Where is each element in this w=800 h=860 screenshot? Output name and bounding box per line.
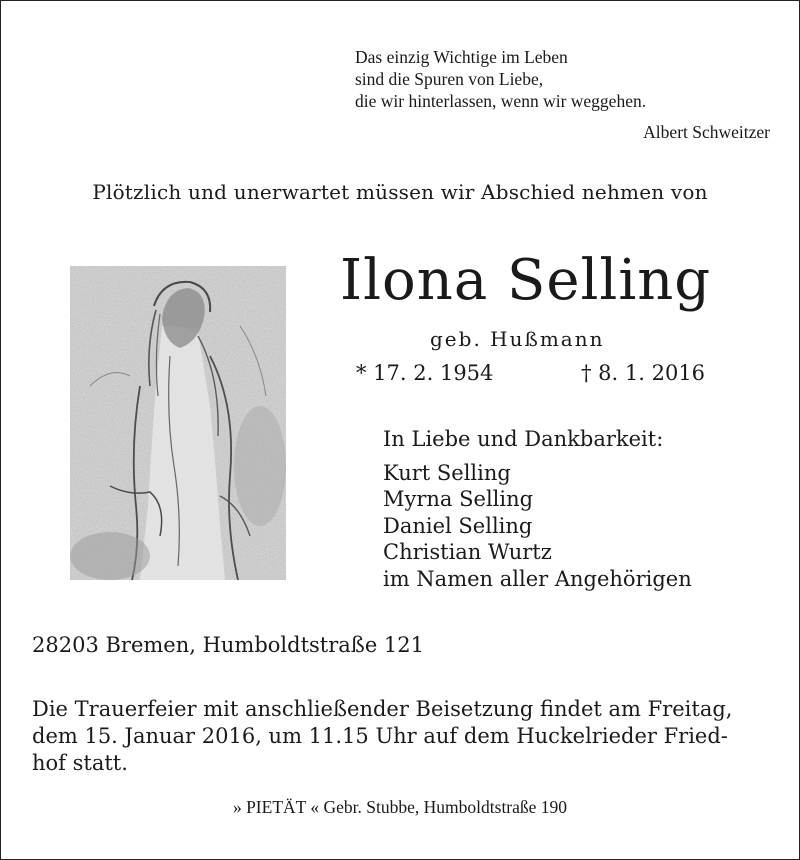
- quote-line: sind die Spuren von Liebe,: [355, 69, 544, 89]
- deceased-name: Ilona Selling: [340, 248, 712, 313]
- service-line: hof statt.: [32, 751, 128, 775]
- mourners-block: [383, 426, 692, 592]
- mourner-name: Christian Wurtz: [383, 540, 552, 564]
- mourner-name: im Namen aller Angehörigen: [383, 566, 692, 591]
- family-address: 28203 Bremen, Humboldtstraße 121: [32, 633, 425, 657]
- mourner-name: Kurt Selling: [383, 460, 511, 485]
- intro-text: Plötzlich und unerwartet müssen wir Abschied nehmen von: [92, 180, 708, 204]
- mourner-name: Daniel Selling: [383, 513, 533, 538]
- undertaker-credit: » PIETÄT « Gebr. Stubbe, Humboldtstraße 190: [232, 797, 568, 817]
- quote-line: Das einzig Wichtige im Leben: [355, 47, 568, 67]
- quote-line: die wir hinterlassen, wenn wir weggehen.: [355, 91, 647, 111]
- funeral-service-info: [32, 696, 772, 777]
- mourners-heading: In Liebe und Dankbarkeit:: [383, 427, 664, 451]
- death-date: † 8. 1. 2016: [581, 361, 706, 385]
- service-line: dem 15. Januar 2016, um 11.15 Uhr auf dem Huckelrieder Fried-: [32, 724, 728, 748]
- birth-date: * 17. 2. 1954: [356, 361, 494, 385]
- quote-author: Albert Schweitzer: [643, 122, 770, 142]
- maiden-name: geb. Hußmann: [430, 327, 605, 351]
- portrait-sketch-image: [70, 266, 286, 580]
- mourner-name: Myrna Selling: [383, 487, 534, 511]
- epigraph-quote: [355, 46, 775, 112]
- service-line: Die Trauerfeier mit anschließender Beisetzung findet am Freitag,: [32, 697, 733, 721]
